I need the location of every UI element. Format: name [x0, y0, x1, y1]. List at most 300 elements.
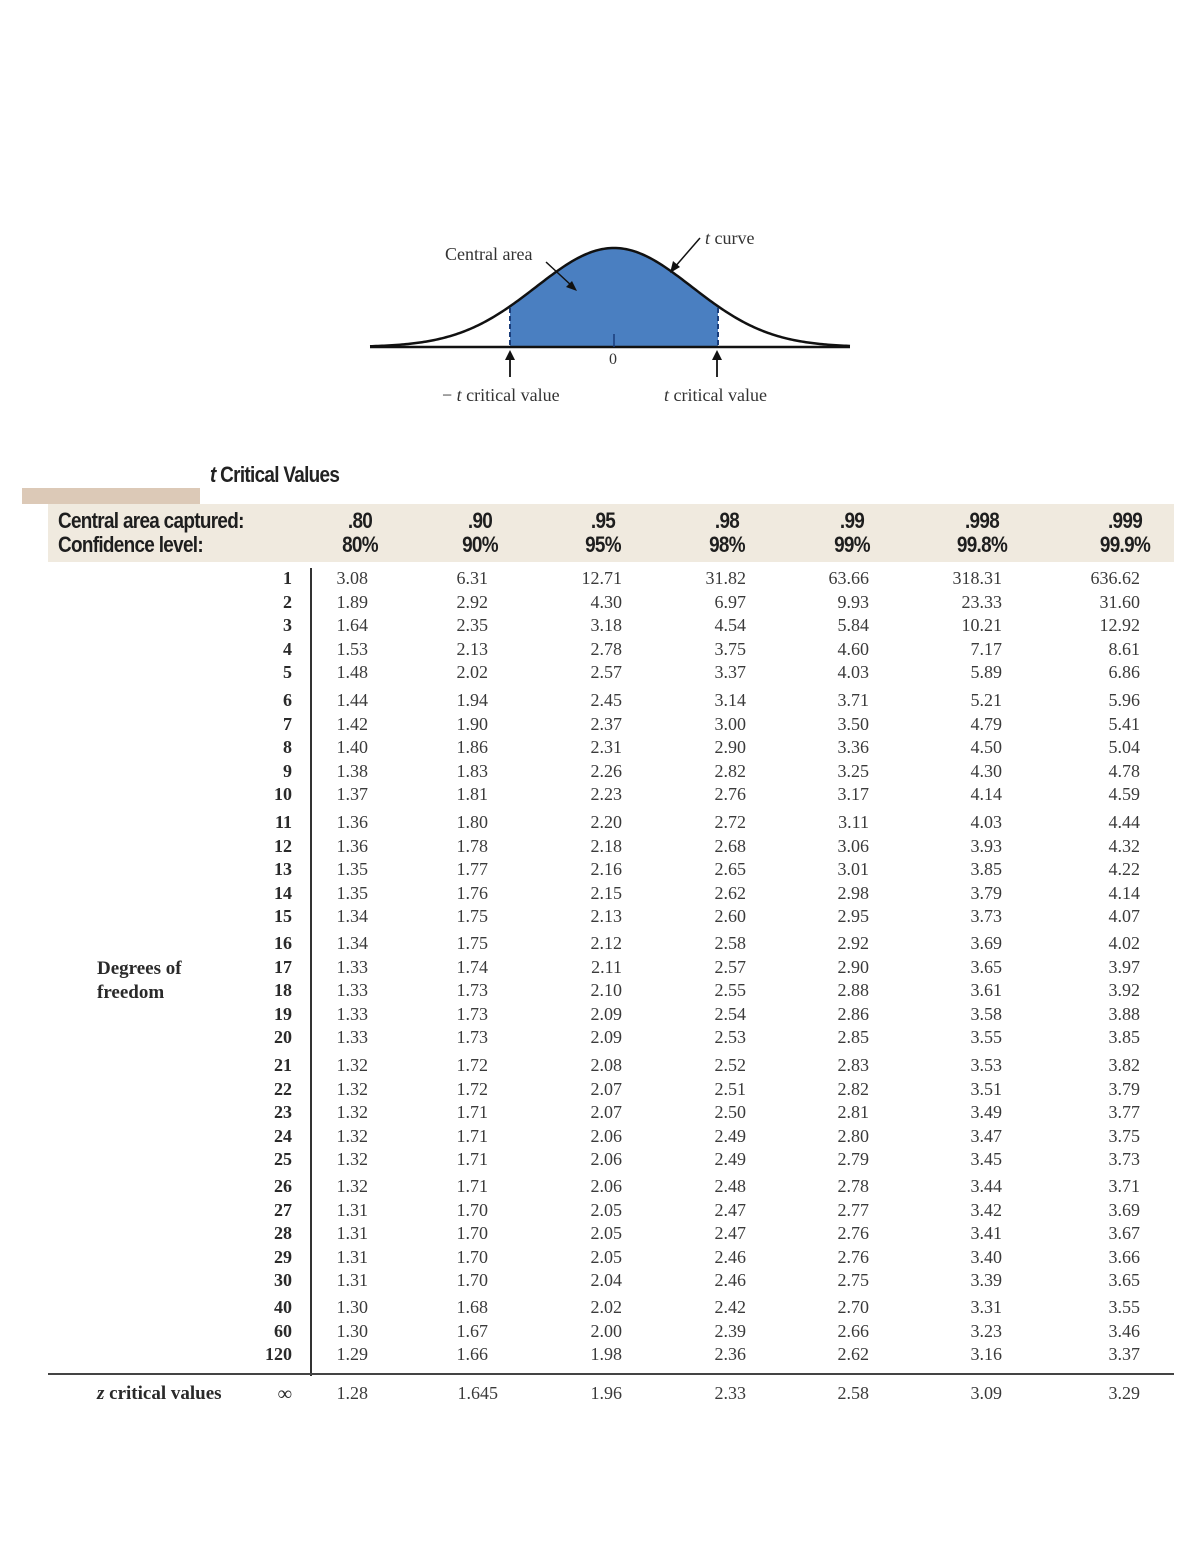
t-value-cell: 2.52 [714, 1055, 746, 1075]
t-value-cell: 1.68 [456, 1297, 488, 1317]
t-value-cell: 1.48 [336, 662, 368, 682]
t-value-cell: 1.35 [336, 859, 368, 879]
t-value-cell: 1.70 [456, 1246, 488, 1267]
t-value-cell: 3.65 [1108, 1270, 1140, 1290]
table-title [210, 462, 339, 488]
t-value-cell: 1.74 [456, 956, 488, 977]
central-area-col-6: .998 [964, 508, 1000, 533]
t-curve-label-var: t [705, 228, 711, 248]
t-value-cell: 2.77 [837, 1199, 869, 1220]
t-value-cell: 2.06 [590, 1149, 622, 1169]
t-value-cell: 2.35 [456, 615, 488, 635]
t-value-cell: 1.31 [336, 1246, 368, 1267]
t-value-cell: 1.70 [456, 1270, 488, 1290]
t-value-cell: 2.76 [837, 1223, 869, 1243]
df-value: 40 [274, 1297, 292, 1317]
negative-critical-value-label [442, 385, 560, 406]
t-value-cell: 12.71 [581, 568, 622, 588]
t-value-cell: 2.42 [714, 1297, 746, 1317]
z-value-cell: 1.28 [336, 1383, 368, 1403]
t-value-cell: 2.18 [590, 835, 622, 856]
t-value-cell: 3.17 [837, 784, 869, 804]
t-value-cell: 2.92 [837, 933, 869, 953]
t-value-cell: 2.66 [837, 1320, 869, 1341]
t-value-cell: 2.36 [714, 1344, 746, 1364]
t-value-cell: 5.89 [970, 662, 1002, 682]
t-value-cell: 1.53 [336, 638, 368, 659]
neg-critical-var: t [456, 385, 462, 405]
t-value-cell: 2.88 [837, 980, 869, 1000]
t-value-cell: 1.71 [456, 1102, 488, 1122]
t-value-cell: 2.81 [837, 1102, 869, 1122]
z-value-cell: 3.09 [970, 1383, 1002, 1403]
t-value-cell: 2.13 [590, 906, 622, 926]
t-value-cell: 1.90 [456, 713, 488, 734]
t-value-cell: 2.46 [714, 1270, 746, 1290]
t-value-cell: 6.31 [456, 568, 488, 588]
t-value-cell: 3.82 [1108, 1055, 1140, 1075]
df-value: 13 [274, 859, 292, 879]
t-value-cell: 2.57 [590, 662, 622, 682]
df-value: 120 [265, 1344, 292, 1364]
negative-sign: − [442, 385, 457, 405]
t-value-cell: 12.92 [1099, 615, 1140, 635]
central-area-col-3: .95 [590, 508, 616, 533]
t-value-cell: 3.53 [970, 1055, 1002, 1075]
df-value: 16 [274, 933, 292, 953]
df-value: 9 [283, 760, 292, 781]
t-value-cell: 3.01 [837, 859, 869, 879]
t-value-cell: 3.31 [970, 1297, 1002, 1317]
t-value-cell: 2.12 [590, 933, 622, 953]
t-value-cell: 2.02 [590, 1297, 622, 1317]
t-value-cell: 2.54 [714, 1003, 746, 1024]
t-value-cell: 2.83 [837, 1055, 869, 1075]
df-value: 5 [283, 662, 292, 682]
t-value-cell: 3.37 [714, 662, 746, 682]
t-value-cell: 4.14 [1108, 882, 1140, 903]
t-value-cell: 3.23 [970, 1320, 1002, 1341]
t-value-cell: 2.07 [590, 1078, 622, 1099]
t-value-cell: 63.66 [828, 568, 869, 588]
t-value-cell: 1.31 [336, 1199, 368, 1220]
t-value-cell: 6.97 [714, 591, 746, 612]
t-value-cell: 1.64 [336, 615, 368, 635]
t-value-cell: 1.86 [456, 737, 488, 757]
confidence-level-col-1: 80% [342, 532, 378, 557]
t-value-cell: 3.49 [970, 1102, 1002, 1122]
t-value-cell: 1.32 [336, 1055, 368, 1075]
confidence-level-label: Confidence level: [58, 532, 203, 557]
t-value-cell: 2.45 [590, 690, 622, 710]
t-value-cell: 1.29 [336, 1344, 368, 1364]
t-value-cell: 1.31 [336, 1270, 368, 1290]
t-value-cell: 2.51 [714, 1078, 746, 1099]
t-value-cell: 2.10 [590, 980, 622, 1000]
central-area-shading [510, 248, 718, 347]
t-value-cell: 2.50 [714, 1102, 746, 1122]
df-value: 30 [274, 1270, 292, 1290]
t-value-cell: 2.02 [456, 662, 488, 682]
t-value-cell: 1.77 [456, 859, 488, 879]
t-value-cell: 4.22 [1108, 859, 1140, 879]
t-value-cell: 7.17 [970, 638, 1002, 659]
t-value-cell: 1.32 [336, 1125, 368, 1146]
t-value-cell: 2.82 [837, 1078, 869, 1099]
t-value-cell: 2.80 [837, 1125, 869, 1146]
t-value-cell: 4.03 [837, 662, 869, 682]
t-value-cell: 4.32 [1108, 835, 1140, 856]
t-value-cell: 1.32 [336, 1176, 368, 1196]
t-value-cell: 1.78 [456, 835, 488, 856]
t-value-cell: 3.51 [970, 1078, 1002, 1099]
t-value-cell: 4.59 [1108, 784, 1140, 804]
t-value-cell: 2.95 [837, 906, 869, 926]
t-value-cell: 2.92 [456, 591, 488, 612]
t-curve-diagram [360, 222, 860, 422]
t-value-cell: 2.62 [714, 882, 746, 903]
z-value-cell: 2.33 [714, 1383, 746, 1403]
confidence-level-col-3: 95% [585, 532, 621, 557]
t-value-cell: 2.82 [714, 760, 746, 781]
t-value-cell: 3.18 [590, 615, 622, 635]
t-value-cell: 1.38 [336, 760, 368, 781]
t-value-cell: 4.03 [970, 812, 1002, 832]
t-value-cell: 2.23 [590, 784, 622, 804]
t-value-cell: 4.14 [970, 784, 1002, 804]
t-value-cell: 3.75 [1108, 1125, 1140, 1146]
df-value: 27 [274, 1199, 292, 1220]
t-value-cell: 1.94 [456, 690, 488, 710]
df-value: 10 [274, 784, 292, 804]
df-divider-line [310, 568, 312, 1376]
central-area-col-2: .90 [467, 508, 493, 533]
t-value-cell: 1.30 [336, 1297, 368, 1317]
t-value-cell: 3.73 [1108, 1149, 1140, 1169]
t-value-cell: 1.31 [336, 1223, 368, 1243]
t-value-cell: 2.00 [590, 1320, 622, 1341]
t-value-cell: 2.15 [590, 882, 622, 903]
t-value-cell: 1.32 [336, 1078, 368, 1099]
t-value-cell: 1.72 [456, 1055, 488, 1075]
t-value-cell: 1.37 [336, 784, 368, 804]
t-value-cell: 2.90 [837, 956, 869, 977]
t-value-cell: 1.35 [336, 882, 368, 903]
t-value-cell: 1.34 [336, 933, 368, 953]
df-value: 11 [274, 812, 292, 832]
df-value: 15 [274, 906, 292, 926]
t-value-cell: 3.75 [714, 638, 746, 659]
t-value-cell: 2.09 [590, 1027, 622, 1047]
t-value-cell: 3.11 [838, 812, 869, 832]
z-value-cell: 2.58 [837, 1383, 869, 1403]
central-area-col-5: .99 [839, 508, 865, 533]
df-value: 28 [274, 1223, 292, 1243]
df-value: 17 [274, 956, 292, 977]
degrees-of-freedom-label [97, 957, 182, 1005]
t-value-cell: 3.55 [970, 1027, 1002, 1047]
z-value-cell: 3.29 [1108, 1383, 1140, 1403]
t-value-cell: 2.78 [837, 1176, 869, 1196]
confidence-level-col-7: 99.9% [1099, 532, 1151, 557]
t-value-cell: 2.46 [714, 1246, 746, 1267]
t-value-cell: 1.75 [456, 906, 488, 926]
t-value-cell: 3.00 [714, 713, 746, 734]
df-title-line1: Degrees of [97, 958, 182, 979]
t-value-cell: 4.44 [1108, 812, 1140, 832]
df-value: 29 [274, 1246, 292, 1267]
t-value-cell: 3.85 [970, 859, 1002, 879]
df-value: 2 [283, 591, 292, 612]
t-value-cell: 2.05 [590, 1246, 622, 1267]
df-value: 8 [283, 737, 292, 757]
df-value: 7 [283, 713, 292, 734]
df-value: 18 [274, 980, 292, 1000]
t-value-cell: 2.76 [714, 784, 746, 804]
t-value-cell: 4.30 [590, 591, 622, 612]
t-value-cell: 8.61 [1108, 638, 1140, 659]
t-value-cell: 2.85 [837, 1027, 869, 1047]
z-var: z [97, 1383, 105, 1404]
t-value-cell: 1.36 [336, 835, 368, 856]
central-area-col-1: .80 [347, 508, 373, 533]
t-value-cell: 3.50 [837, 713, 869, 734]
t-value-cell: 1.32 [336, 1149, 368, 1169]
t-curve-label [705, 228, 755, 249]
right-critical-arrow [712, 350, 722, 377]
t-value-cell: 2.98 [837, 882, 869, 903]
df-value: 20 [274, 1027, 292, 1047]
t-value-cell: 1.76 [456, 882, 488, 903]
t-value-cell: 2.58 [714, 933, 746, 953]
t-value-cell: 4.50 [970, 737, 1002, 757]
central-area-label: Central area [445, 244, 533, 264]
t-value-cell: 3.25 [837, 760, 869, 781]
z-row-rule [48, 1373, 1174, 1375]
z-value-cell: 1.96 [590, 1383, 622, 1403]
t-value-cell: 2.49 [714, 1125, 746, 1146]
confidence-level-col-6: 99.8% [956, 532, 1008, 557]
t-value-cell: 3.14 [714, 690, 746, 710]
t-value-cell: 3.36 [837, 737, 869, 757]
t-curve-label-text: curve [710, 228, 755, 248]
t-value-cell: 2.06 [590, 1125, 622, 1146]
t-value-cell: 1.73 [456, 1003, 488, 1024]
t-value-cell: 3.85 [1108, 1027, 1140, 1047]
t-value-cell: 4.02 [1108, 933, 1140, 953]
t-value-cell: 1.44 [336, 690, 368, 710]
t-value-cell: 3.58 [970, 1003, 1002, 1024]
t-value-cell: 23.33 [961, 591, 1002, 612]
t-value-cell: 1.33 [336, 1003, 368, 1024]
zero-label: 0 [609, 351, 617, 368]
t-value-cell: 4.54 [714, 615, 746, 635]
t-value-cell: 2.09 [590, 1003, 622, 1024]
t-value-cell: 4.78 [1108, 760, 1140, 781]
t-value-cell: 1.70 [456, 1199, 488, 1220]
t-value-cell: 3.40 [970, 1246, 1002, 1267]
t-value-cell: 1.71 [456, 1149, 488, 1169]
t-value-cell: 3.97 [1108, 956, 1140, 977]
t-value-cell: 2.37 [590, 713, 622, 734]
t-value-cell: 2.47 [714, 1223, 746, 1243]
t-value-cell: 3.65 [970, 956, 1002, 977]
t-value-cell: 3.08 [336, 568, 368, 588]
t-value-cell: 2.62 [837, 1344, 869, 1364]
df-value: 4 [283, 638, 292, 659]
t-value-cell: 2.60 [714, 906, 746, 926]
df-value: 23 [274, 1102, 292, 1122]
t-value-cell: 2.86 [837, 1003, 869, 1024]
pos-critical-var: t [664, 385, 670, 405]
t-value-cell: 1.32 [336, 1102, 368, 1122]
t-value-cell: 3.37 [1108, 1344, 1140, 1364]
t-value-cell: 2.39 [714, 1320, 746, 1341]
t-value-cell: 10.21 [961, 615, 1002, 635]
confidence-level-col-4: 98% [709, 532, 745, 557]
df-value: 22 [274, 1078, 292, 1099]
t-value-cell: 2.78 [590, 638, 622, 659]
t-value-cell: 2.90 [714, 737, 746, 757]
t-value-cell: 3.55 [1108, 1297, 1140, 1317]
t-value-cell: 3.67 [1108, 1223, 1140, 1243]
t-value-cell: 1.73 [456, 980, 488, 1000]
t-value-cell: 4.07 [1108, 906, 1140, 926]
t-value-cell: 1.36 [336, 812, 368, 832]
t-value-cell: 2.49 [714, 1149, 746, 1169]
t-value-cell: 3.06 [837, 835, 869, 856]
infinity-df: ∞ [277, 1383, 292, 1405]
t-value-cell: 2.07 [590, 1102, 622, 1122]
df-value: 24 [274, 1125, 292, 1146]
t-value-cell: 1.33 [336, 980, 368, 1000]
t-value-cell: 1.30 [336, 1320, 368, 1341]
df-value: 25 [274, 1149, 292, 1169]
t-value-cell: 2.20 [590, 812, 622, 832]
central-area-col-4: .98 [714, 508, 740, 533]
t-value-cell: 1.34 [336, 906, 368, 926]
t-value-cell: 5.21 [970, 690, 1002, 710]
t-value-cell: 5.84 [837, 615, 869, 635]
t-value-cell: 3.47 [970, 1125, 1002, 1146]
t-value-cell: 2.75 [837, 1270, 869, 1290]
z-value-cell: 1.645 [457, 1383, 498, 1403]
t-value-cell: 31.60 [1099, 591, 1140, 612]
t-value-cell: 4.60 [837, 638, 869, 659]
t-value-cell: 1.81 [456, 784, 488, 804]
t-curve-graphic [360, 222, 860, 422]
t-value-cell: 2.05 [590, 1223, 622, 1243]
t-value-cell: 3.69 [970, 933, 1002, 953]
table-title-var: t [210, 462, 216, 487]
t-value-cell: 3.39 [970, 1270, 1002, 1290]
t-value-cell: 2.55 [714, 980, 746, 1000]
t-value-cell: 2.57 [714, 956, 746, 977]
t-value-cell: 3.69 [1108, 1199, 1140, 1220]
t-value-cell: 3.71 [1108, 1176, 1140, 1196]
t-curve-pointer-arrow [670, 238, 700, 273]
t-value-cell: 1.73 [456, 1027, 488, 1047]
confidence-level-col-2: 90% [462, 532, 498, 557]
t-value-cell: 1.42 [336, 713, 368, 734]
t-value-cell: 3.42 [970, 1199, 1002, 1220]
df-value: 26 [274, 1176, 292, 1196]
t-value-cell: 3.61 [970, 980, 1002, 1000]
df-value: 19 [274, 1003, 292, 1024]
t-value-cell: 3.79 [970, 882, 1002, 903]
t-value-cell: 2.48 [714, 1176, 746, 1196]
table-title-text: Critical Values [215, 462, 340, 487]
t-value-cell: 1.40 [336, 737, 368, 757]
t-value-cell: 2.16 [590, 859, 622, 879]
pos-critical-text: critical value [669, 385, 767, 405]
t-value-cell: 2.53 [714, 1027, 746, 1047]
t-value-cell: 5.96 [1108, 690, 1140, 710]
df-value: 21 [274, 1055, 292, 1075]
t-value-cell: 2.31 [590, 737, 622, 757]
t-value-cell: 3.45 [970, 1149, 1002, 1169]
central-area-col-7: .999 [1107, 508, 1143, 533]
t-value-cell: 2.08 [590, 1055, 622, 1075]
t-value-cell: 2.68 [714, 835, 746, 856]
t-value-cell: 3.44 [970, 1176, 1002, 1196]
t-value-cell: 1.33 [336, 956, 368, 977]
t-value-cell: 2.05 [590, 1199, 622, 1220]
t-value-cell: 2.04 [590, 1270, 622, 1290]
t-value-cell: 1.71 [456, 1125, 488, 1146]
t-value-cell: 2.70 [837, 1297, 869, 1317]
confidence-level-col-5: 99% [834, 532, 870, 557]
t-value-cell: 5.41 [1108, 713, 1140, 734]
neg-critical-text: critical value [461, 385, 560, 405]
df-value: 3 [283, 615, 292, 635]
central-area-captured-label: Central area captured: [58, 508, 244, 533]
t-value-cell: 2.79 [837, 1149, 869, 1169]
t-value-cell: 2.65 [714, 859, 746, 879]
df-value: 6 [283, 690, 292, 710]
t-value-cell: 636.62 [1090, 568, 1140, 588]
t-value-cell: 3.79 [1108, 1078, 1140, 1099]
t-value-cell: 2.26 [590, 760, 622, 781]
t-value-cell: 318.31 [952, 568, 1002, 588]
t-value-cell: 3.71 [837, 690, 869, 710]
positive-critical-value-label [664, 385, 767, 406]
t-value-cell: 1.66 [456, 1344, 488, 1364]
df-value: 12 [274, 835, 292, 856]
t-value-cell: 2.76 [837, 1246, 869, 1267]
z-label-text: critical values [104, 1383, 222, 1404]
t-value-cell: 2.13 [456, 638, 488, 659]
title-tab-bar [22, 488, 200, 504]
t-value-cell: 3.88 [1108, 1003, 1140, 1024]
t-value-cell: 1.71 [456, 1176, 488, 1196]
t-value-cell: 1.70 [456, 1223, 488, 1243]
t-value-cell: 31.82 [705, 568, 746, 588]
t-value-cell: 2.72 [714, 812, 746, 832]
df-value: 60 [274, 1320, 292, 1341]
t-value-cell: 4.79 [970, 713, 1002, 734]
df-title-line2: freedom [97, 982, 165, 1003]
df-value: 14 [274, 882, 292, 903]
t-value-cell: 3.92 [1108, 980, 1140, 1000]
t-value-cell: 1.67 [456, 1320, 488, 1341]
t-value-cell: 6.86 [1108, 662, 1140, 682]
t-value-cell: 1.33 [336, 1027, 368, 1047]
t-value-cell: 9.93 [837, 591, 869, 612]
t-value-cell: 3.16 [970, 1344, 1002, 1364]
t-value-cell: 3.73 [970, 906, 1002, 926]
t-value-cell: 2.06 [590, 1176, 622, 1196]
